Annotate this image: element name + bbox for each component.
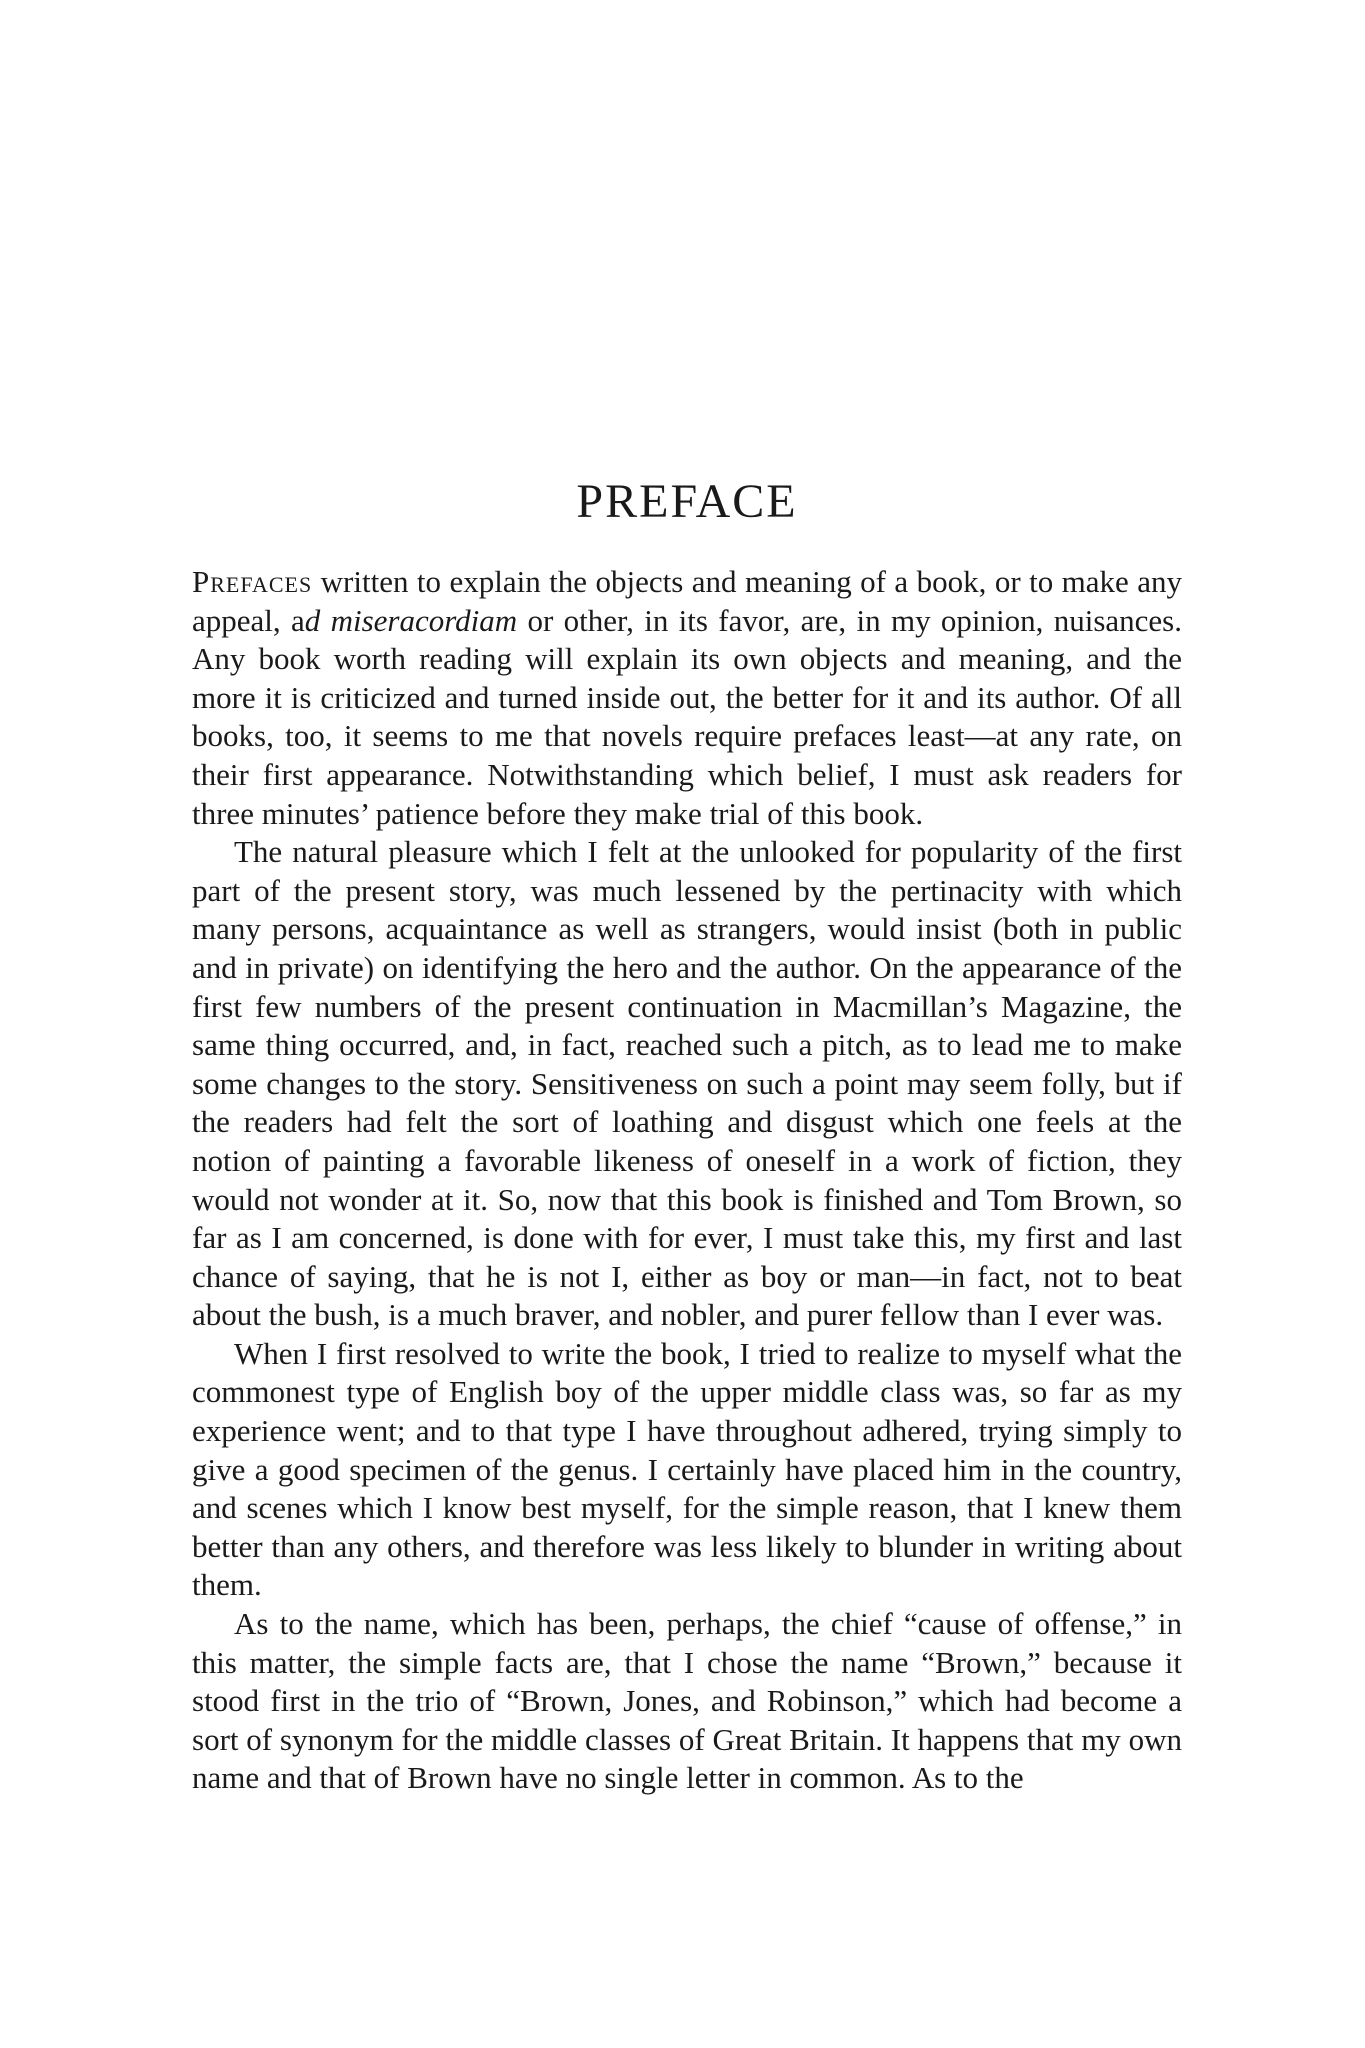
lead-in-smallcaps: Prefaces	[192, 564, 313, 599]
preface-body	[192, 563, 1182, 1798]
page-title: PREFACE	[576, 475, 798, 528]
latin-phrase: d miseracordiam	[304, 602, 518, 638]
paragraph-1-text-a: written to explain the objects and meaning of a book, or to make any appeal, a	[192, 564, 1182, 638]
paragraph-1-text-b: or other, in its favor, are, in my opinion, nuisances. Any book worth reading will explain its own objects and meaning, and the more it is criticized and turned inside out, the better for it and its author. Of all books, too, it seems to me that novels require prefaces least—at any rate, on their first appearance. Notwithstanding which belief, I must ask readers for three minutes’ patience before they make trial of this book.	[192, 602, 1182, 831]
paragraph-4: As to the name, which has been, perhaps, the chief “cause of offense,” in this matter, the simple facts are, that I chose the name “Brown,” because it stood first in the trio of “Brown, Jones, and Robinson,” which had become a sort of synonym for the middle classes of Great Britain. It happens that my own name and that of Brown have no single letter in common. As to the	[192, 1606, 1182, 1796]
paragraph-3: When I first resolved to write the book, I tried to realize to myself what the commonest type of English boy of the upper middle class was, so far as my experience went; and to that type I have throughout adhered, trying simply to give a good specimen of the genus. I certainly have placed him in the country, and scenes which I know best myself, for the simple reason, that I knew them better than any others, and therefore was less likely to blunder in writing about them.	[192, 1335, 1182, 1603]
paragraph-2: The natural pleasure which I felt at the unlooked for popularity of the first part of the present story, was much lessened by the pertinacity with which many persons, acquaintance as well as strangers, would insist (both in public and in private) on identifying the hero and the author. On the appearance of the first few numbers of the present continuation in Macmillan’s Magazine, the same thing occurred, and, in fact, reached such a pitch, as to lead me to make some changes to the story. Sensitiveness on such a point may seem folly, but if the readers had felt the sort of loathing and disgust which one feels at the notion of painting a favorable likeness of oneself in a work of fiction, they would not wonder at it. So, now that this book is finished and Tom Brown, so far as I am concerned, is done with for ever, I must take this, my first and last chance of saying, that he is not I, either as boy or man—in fact, not to beat about the bush, is a much braver, and nobler, and purer fellow than I ever was.	[192, 834, 1182, 1333]
paragraph-1	[192, 563, 1182, 833]
book-page	[192, 0, 1182, 2048]
